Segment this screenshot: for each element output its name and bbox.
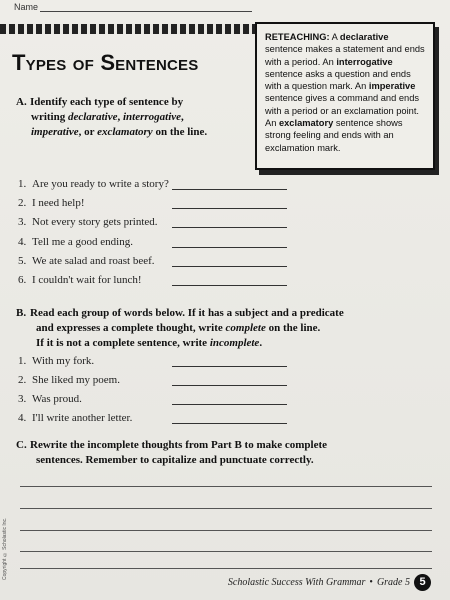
- term-complete: complete: [225, 322, 266, 334]
- writing-line[interactable]: [20, 568, 432, 569]
- part-a-line: on the line.: [152, 126, 208, 138]
- footer-bullet: •: [369, 577, 373, 588]
- answer-line[interactable]: [172, 189, 287, 190]
- item-number: 3.: [18, 393, 27, 405]
- part-c-line: sentences. Remember to capitalize and punctuate correctly.: [36, 454, 314, 466]
- item-text: I need help!: [32, 197, 85, 209]
- footer-grade: Grade 5: [376, 577, 410, 588]
- item-text: I'll write another letter.: [32, 412, 133, 424]
- part-a-line: writing: [31, 111, 68, 123]
- answer-line[interactable]: [172, 285, 287, 286]
- reteaching-label: RETEACHING:: [265, 32, 330, 42]
- reteaching-text: sentence shows strong feeling and ends with an exclamation mark.: [265, 118, 403, 153]
- name-line[interactable]: [40, 11, 252, 12]
- answer-line[interactable]: [172, 266, 287, 267]
- term-imperative: imperative: [31, 126, 79, 138]
- answer-line[interactable]: [172, 423, 287, 424]
- answer-line[interactable]: [172, 366, 287, 367]
- list-item: [18, 273, 142, 288]
- part-a-line: , or: [78, 126, 98, 138]
- item-number: 4.: [18, 412, 27, 424]
- list-item: [18, 254, 155, 269]
- term-declarative: declarative: [67, 111, 118, 123]
- reteaching-box: [255, 22, 435, 170]
- term-declarative: declarative: [339, 32, 389, 42]
- list-item: [18, 215, 158, 230]
- part-b-directions: [16, 306, 356, 351]
- page-title: Types of Sentences: [12, 50, 199, 75]
- item-number: 2.: [18, 197, 27, 209]
- item-text: Are you ready to write a story?: [32, 178, 169, 190]
- part-c-line: Rewrite the incomplete thoughts from Part B to make complete: [30, 439, 328, 451]
- item-text: I couldn't wait for lunch!: [32, 274, 142, 286]
- list-item: [18, 411, 132, 426]
- term-imperative: imperative: [368, 81, 416, 92]
- list-item: [18, 196, 85, 211]
- item-number: 4.: [18, 236, 27, 248]
- answer-line[interactable]: [172, 247, 287, 248]
- term-incomplete: incomplete: [209, 337, 260, 349]
- term-interrogative: interrogative: [122, 111, 182, 123]
- writing-line[interactable]: [20, 486, 432, 487]
- item-text: We ate salad and roast beef.: [32, 255, 155, 267]
- item-text: Was proud.: [32, 393, 82, 405]
- answer-line[interactable]: [172, 208, 287, 209]
- term-interrogative: interrogative: [336, 56, 393, 67]
- item-text: With my fork.: [32, 355, 95, 367]
- item-text: Tell me a good ending.: [32, 236, 133, 248]
- answer-line[interactable]: [172, 404, 287, 405]
- part-b-line: Read each group of words below. If it has a subject and a predicate: [30, 307, 344, 319]
- writing-line[interactable]: [20, 551, 432, 552]
- item-number: 1.: [18, 178, 27, 190]
- part-b-line: If it is not a complete sentence, write: [36, 337, 210, 349]
- list-item: [18, 354, 94, 369]
- part-a-directions: [16, 95, 244, 140]
- answer-line[interactable]: [172, 385, 287, 386]
- part-a-letter: A.: [16, 96, 27, 108]
- copyright-notice: Copyright © Scholastic Inc.: [2, 517, 8, 580]
- part-b-letter: B.: [16, 307, 27, 319]
- part-a-line: ,: [181, 111, 184, 123]
- answer-line[interactable]: [172, 227, 287, 228]
- page-footer: [228, 577, 410, 588]
- list-item: [18, 177, 169, 192]
- item-text: Not every story gets printed.: [32, 216, 158, 228]
- part-c-directions: [16, 438, 346, 468]
- reteaching-text: sentence makes a statement and ends with a period. An: [265, 44, 425, 67]
- title-stripe: [0, 24, 255, 34]
- page-number: 5: [414, 574, 431, 591]
- term-exclamatory: exclamatory: [278, 118, 334, 129]
- item-number: 5.: [18, 255, 27, 267]
- item-number: 6.: [18, 274, 27, 286]
- part-c-letter: C.: [16, 439, 27, 451]
- part-b-line: on the line.: [265, 322, 321, 334]
- footer-book-title: Scholastic Success With Grammar: [227, 577, 366, 588]
- part-b-line: .: [259, 337, 263, 349]
- part-a-line: Identify each type of sentence by: [30, 96, 184, 108]
- part-a-line: ,: [117, 111, 123, 123]
- term-exclamatory: exclamatory: [97, 126, 153, 138]
- name-label: Name: [14, 2, 39, 12]
- reteaching-text: sentence asks a question and ends with a question mark. An: [265, 68, 411, 92]
- item-text: She liked my poem.: [32, 374, 120, 386]
- list-item: [18, 235, 133, 250]
- reteaching-text: sentence gives a command and ends with a period or an exclamation point. An: [265, 93, 420, 129]
- reteaching-text: A: [329, 32, 340, 42]
- item-number: 1.: [18, 355, 27, 367]
- list-item: [18, 392, 82, 407]
- writing-line[interactable]: [20, 508, 432, 509]
- item-number: 3.: [18, 216, 27, 228]
- part-b-line: and expresses a complete thought, write: [36, 322, 226, 334]
- list-item: [18, 373, 120, 388]
- writing-line[interactable]: [20, 530, 432, 531]
- item-number: 2.: [18, 374, 27, 386]
